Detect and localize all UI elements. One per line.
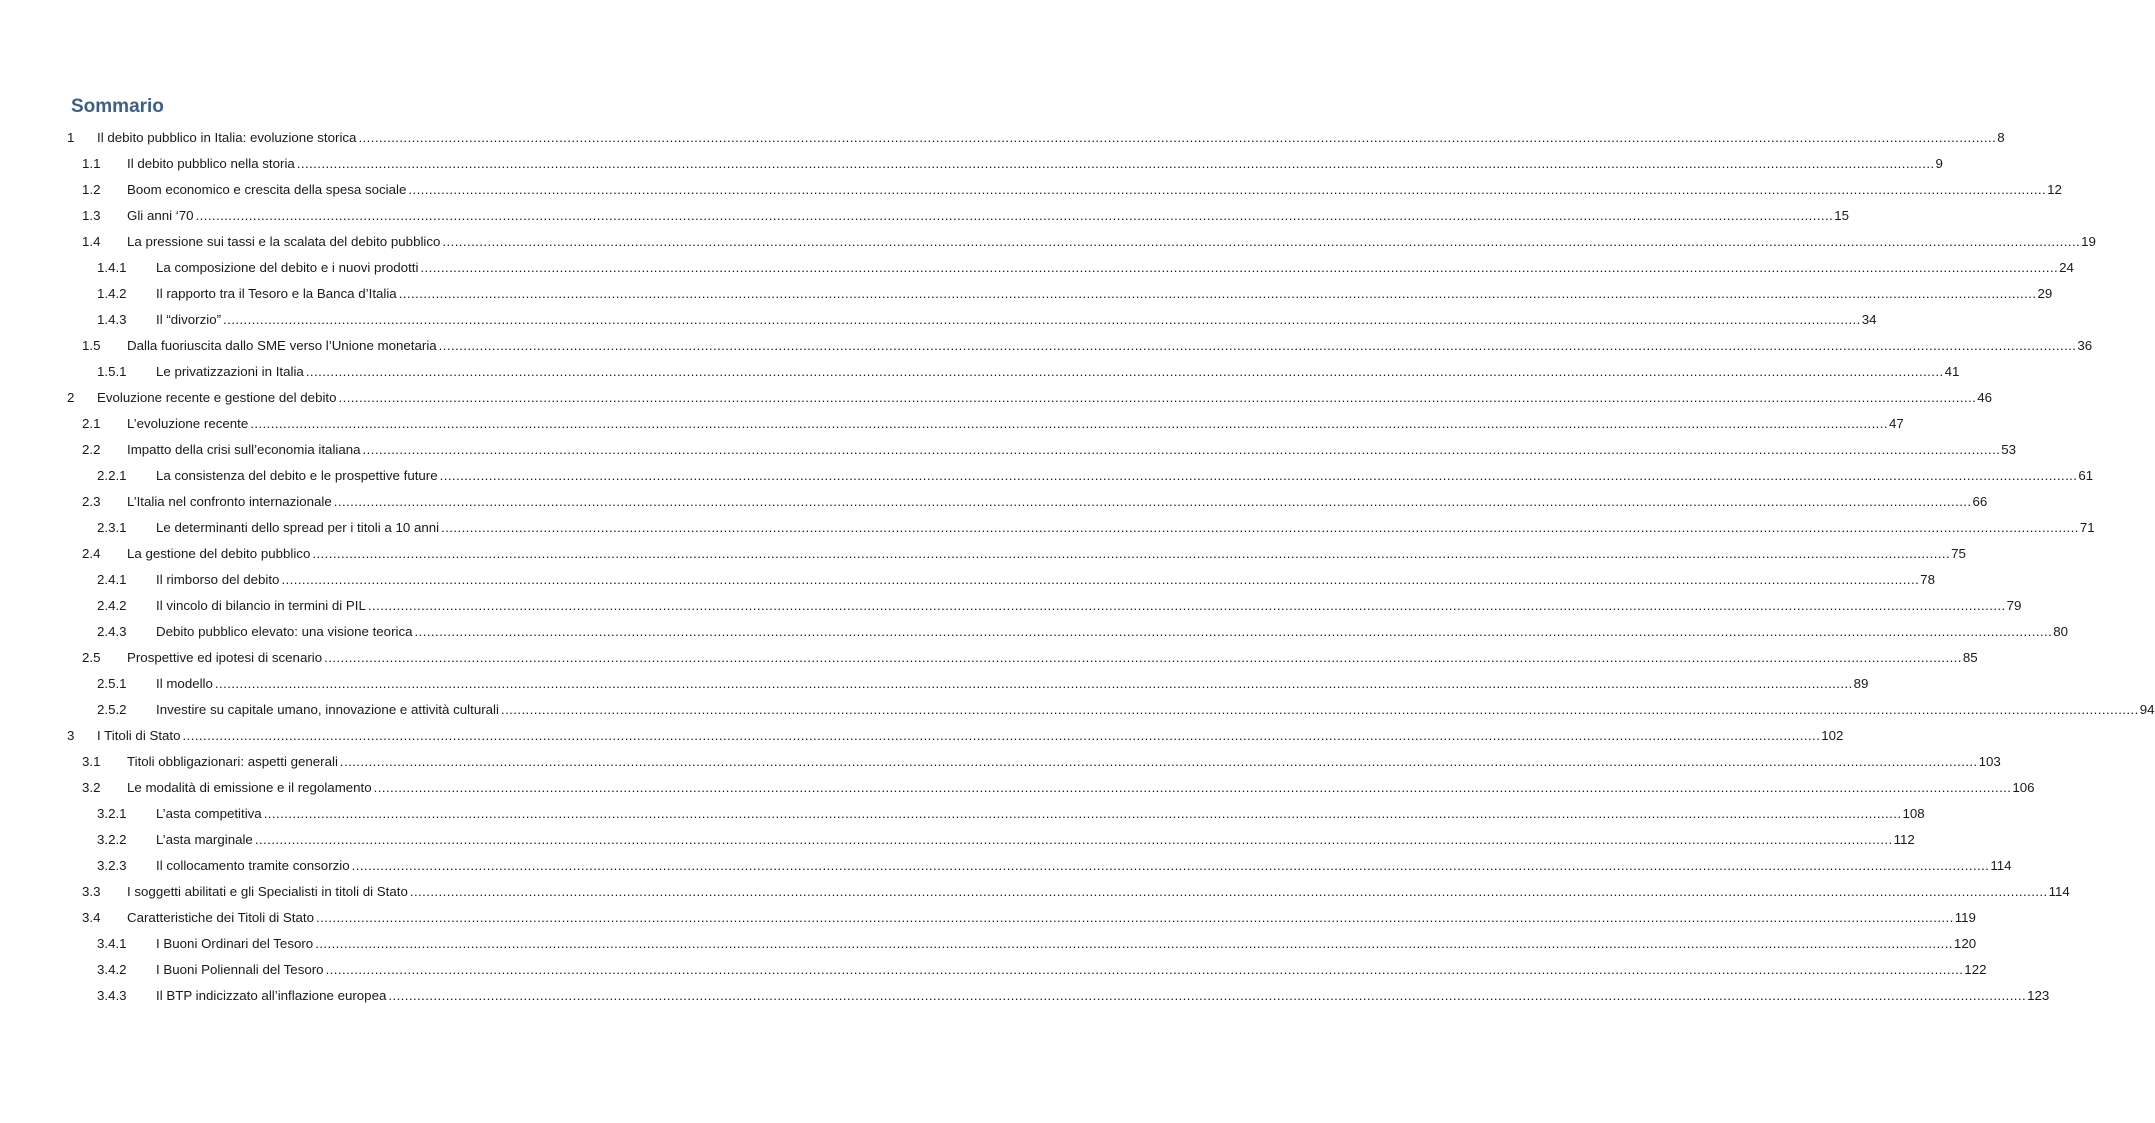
toc-entry-number: 1: [67, 130, 75, 145]
toc-entry-line: [156, 567, 1935, 593]
toc-entry-number: 1.4.3: [97, 312, 127, 327]
toc-entry-line: [127, 177, 2062, 203]
toc-entry-title[interactable]: Debito pubblico elevato: una visione teorica: [156, 624, 413, 639]
toc-entry-number: 3.2.3: [97, 858, 127, 873]
toc-entry-title[interactable]: I soggetti abilitati e gli Specialisti in titoli di Stato: [127, 884, 408, 899]
dot-leader: ................................................................................................................................................................................................................................................................................................................................................................................................................: [315, 936, 1953, 951]
toc-entry-line: [156, 619, 2069, 645]
toc-entry-page-number[interactable]: 106: [2012, 780, 2035, 795]
toc-entry-line: [156, 255, 2074, 281]
toc-entry-page-number[interactable]: 103: [1978, 754, 2001, 769]
toc-entry-title[interactable]: I Titoli di Stato: [97, 728, 181, 743]
toc-entry-3-4-3[interactable]: [0, 983, 2050, 1009]
toc-entry-line: [156, 931, 1977, 957]
toc-entry-number: 1.3: [82, 208, 101, 223]
toc-entry-line: [97, 125, 2005, 151]
toc-entry-number: 1.5.1: [97, 364, 127, 379]
toc-entry-page-number[interactable]: 114: [2048, 884, 2070, 899]
toc-entry-number: 2.2: [82, 442, 101, 457]
toc-entry-page-number[interactable]: 85: [1962, 650, 1978, 665]
toc-entry-page-number[interactable]: 122: [1964, 962, 1987, 977]
toc-entry-title[interactable]: Il “divorzio”: [156, 312, 222, 327]
toc-entry-3[interactable]: [0, 723, 1844, 749]
dot-leader: ................................................................................................................................................................................................................................................................................................................................................................................................................: [367, 598, 2006, 613]
toc-entry-title[interactable]: Prospettive ed ipotesi di scenario: [127, 650, 323, 665]
toc-entry-number: 2.4.2: [97, 598, 127, 613]
toc-entry-title[interactable]: L’evoluzione recente: [127, 416, 249, 431]
toc-entry-line: [156, 671, 1869, 697]
toc-entry-1-4-2[interactable]: [0, 281, 2053, 307]
toc-entry-line: [127, 411, 1904, 437]
toc-entry-page-number[interactable]: 41: [1944, 364, 1960, 379]
toc-entry-number: 1.4.1: [97, 260, 127, 275]
toc-entry-title[interactable]: L’Italia nel confronto internazionale: [127, 494, 332, 509]
toc-entry-line: [127, 203, 1850, 229]
toc-entry-1[interactable]: [0, 125, 2005, 151]
dot-leader: ................................................................................................................................................................................................................................................................................................................................................................................................................: [281, 572, 1920, 587]
toc-entry-1-4-1[interactable]: [0, 255, 2074, 281]
toc-entry-title[interactable]: Le privatizzazioni in Italia: [156, 364, 304, 379]
toc-entry-title[interactable]: Evoluzione recente e gestione del debito: [97, 390, 337, 405]
dot-leader: ................................................................................................................................................................................................................................................................................................................................................................................................................: [362, 442, 2001, 457]
toc-entry-page-number[interactable]: 80: [2053, 624, 2069, 639]
toc-entry-line: [127, 775, 2035, 801]
toc-entry-title[interactable]: La composizione del debito e i nuovi prodotti: [156, 260, 419, 275]
toc-entry-number: 3.3: [82, 884, 101, 899]
toc-entry-title[interactable]: Le determinanti dello spread per i titoli a 10 anni: [156, 520, 440, 535]
toc-entry-page-number[interactable]: 19: [2081, 234, 2096, 249]
toc-entry-page-number[interactable]: 9: [1935, 156, 1943, 171]
dot-leader: ................................................................................................................................................................................................................................................................................................................................................................................................................: [182, 728, 1821, 743]
toc-entry-3-1[interactable]: [0, 749, 2001, 775]
toc-entry-title[interactable]: Le modalità di emissione e il regolamento: [127, 780, 372, 795]
toc-entry-line: [156, 983, 2050, 1009]
toc-entry-3-4-1[interactable]: [0, 931, 1977, 957]
dot-leader: ................................................................................................................................................................................................................................................................................................................................................................................................................: [250, 416, 1888, 431]
toc-entry-number: 2.4: [82, 546, 101, 561]
toc-entry-number: 2: [67, 390, 75, 405]
toc-entry-page-number[interactable]: 24: [2059, 260, 2074, 275]
toc-entry-number: 1.5: [82, 338, 101, 353]
toc-entry-title[interactable]: Dalla fuoriuscita dallo SME verso l’Unione monetaria: [127, 338, 437, 353]
dot-leader: ................................................................................................................................................................................................................................................................................................................................................................................................................: [324, 650, 1962, 665]
toc-entry-title[interactable]: Il debito pubblico nella storia: [127, 156, 295, 171]
toc-entry-page-number[interactable]: 94: [2139, 702, 2155, 717]
toc-entry-2-2[interactable]: [0, 437, 2017, 463]
toc-entry-line: [156, 697, 2155, 723]
toc-entry-number: 2.4.1: [97, 572, 127, 587]
toc-entry-1-4[interactable]: [0, 229, 2096, 255]
dot-leader: ................................................................................................................................................................................................................................................................................................................................................................................................................: [438, 338, 2077, 353]
toc-entry-line: [156, 463, 2094, 489]
toc-entry-title[interactable]: Il modello: [156, 676, 213, 691]
toc-entry-page-number[interactable]: 75: [1951, 546, 1966, 561]
toc-entry-line: [97, 723, 1844, 749]
toc-entry-title[interactable]: L’asta competitiva: [156, 806, 262, 821]
dot-leader: ................................................................................................................................................................................................................................................................................................................................................................................................................: [442, 234, 2081, 249]
toc-entry-number: 3.2.1: [97, 806, 127, 821]
toc-entry-number: 2.3.1: [97, 520, 127, 535]
toc-entry-title[interactable]: Titoli obbligazionari: aspetti generali: [127, 754, 338, 769]
toc-entry-3-3[interactable]: [0, 879, 2070, 905]
toc-entry-1-4-3[interactable]: [0, 307, 1877, 333]
toc-entry-line: [127, 879, 2070, 905]
toc-entry-number: 2.2.1: [97, 468, 127, 483]
toc-entry-page-number[interactable]: 102: [1821, 728, 1844, 743]
toc-entry-page-number[interactable]: 78: [1920, 572, 1935, 587]
toc-entry-page-number[interactable]: 79: [2006, 598, 2022, 613]
toc-entry-title[interactable]: Il debito pubblico in Italia: evoluzione storica: [97, 130, 357, 145]
toc-list: [0, 125, 2155, 1009]
toc-entry-number: 1.1: [82, 156, 101, 171]
toc-entry-3-4[interactable]: [0, 905, 1976, 931]
toc-entry-page-number[interactable]: 120: [1953, 936, 1977, 951]
toc-entry-line: [127, 437, 2017, 463]
toc-entry-line: [127, 229, 2096, 255]
dot-leader: ................................................................................................................................................................................................................................................................................................................................................................................................................: [500, 702, 2139, 717]
toc-entry-number: 3.2.2: [97, 832, 127, 847]
toc-entry-title[interactable]: Il vincolo di bilancio in termini di PIL: [156, 598, 366, 613]
toc-entry-number: 1.2: [82, 182, 101, 197]
dot-leader: ................................................................................................................................................................................................................................................................................................................................................................................................................: [351, 858, 1990, 873]
dot-leader: ................................................................................................................................................................................................................................................................................................................................................................................................................: [420, 260, 2059, 275]
dot-leader: ................................................................................................................................................................................................................................................................................................................................................................................................................: [214, 676, 1853, 691]
toc-entry-2-5-2[interactable]: [0, 697, 2155, 723]
toc-entry-title[interactable]: La pressione sui tassi e la scalata del debito pubblico: [127, 234, 441, 249]
toc-entry-page-number[interactable]: 15: [1834, 208, 1850, 223]
toc-entry-number: 2.4.3: [97, 624, 127, 639]
toc-entry-2-4[interactable]: [0, 541, 1966, 567]
toc-entry-2-4-1[interactable]: [0, 567, 1935, 593]
toc-entry-number: 2.1: [82, 416, 101, 431]
toc-entry-page-number[interactable]: 8: [1997, 130, 2005, 145]
toc-entry-page-number[interactable]: 119: [1954, 910, 1976, 925]
toc-heading: Sommario: [71, 96, 164, 117]
dot-leader: ................................................................................................................................................................................................................................................................................................................................................................................................................: [325, 962, 1964, 977]
toc-entry-line: [156, 281, 2053, 307]
toc-entry-line: [127, 905, 1976, 931]
toc-entry-2-2-1[interactable]: [0, 463, 2094, 489]
toc-entry-line: [156, 359, 1960, 385]
toc-entry-page-number[interactable]: 36: [2077, 338, 2093, 353]
dot-leader: ................................................................................................................................................................................................................................................................................................................................................................................................................: [339, 754, 1978, 769]
dot-leader: ................................................................................................................................................................................................................................................................................................................................................................................................................: [439, 468, 2078, 483]
toc-entry-page-number[interactable]: 108: [1902, 806, 1925, 821]
dot-leader: ................................................................................................................................................................................................................................................................................................................................................................................................................: [223, 312, 1861, 327]
toc-entry-page-number[interactable]: 112: [1893, 832, 1915, 847]
toc-entry-page-number[interactable]: 61: [2078, 468, 2094, 483]
dot-leader: ................................................................................................................................................................................................................................................................................................................................................................................................................: [388, 988, 2027, 1003]
toc-entry-line: [156, 801, 1925, 827]
dot-leader: ................................................................................................................................................................................................................................................................................................................................................................................................................: [398, 286, 2037, 301]
toc-entry-title[interactable]: Il rapporto tra il Tesoro e la Banca d’Italia: [156, 286, 397, 301]
toc-entry-line: [156, 307, 1877, 333]
dot-leader: ................................................................................................................................................................................................................................................................................................................................................................................................................: [441, 520, 2079, 535]
toc-entry-number: 3.1: [82, 754, 101, 769]
toc-entry-title[interactable]: La consistenza del debito e le prospettive future: [156, 468, 438, 483]
toc-entry-line: [156, 827, 1915, 853]
toc-entry-page-number[interactable]: 53: [2001, 442, 2017, 457]
toc-entry-3-4-2[interactable]: [0, 957, 1987, 983]
toc-entry-number: 2.5.1: [97, 676, 127, 691]
toc-entry-page-number[interactable]: 114: [1990, 858, 2012, 873]
toc-entry-line: [156, 593, 2022, 619]
toc-entry-2[interactable]: [0, 385, 1993, 411]
toc-entry-line: [127, 541, 1966, 567]
toc-entry-line: [156, 515, 2095, 541]
toc-entry-page-number[interactable]: 89: [1853, 676, 1869, 691]
dot-leader: ................................................................................................................................................................................................................................................................................................................................................................................................................: [296, 156, 1935, 171]
toc-entry-number: 1.4.2: [97, 286, 127, 301]
dot-leader: ................................................................................................................................................................................................................................................................................................................................................................................................................: [358, 130, 1997, 145]
dot-leader: ................................................................................................................................................................................................................................................................................................................................................................................................................: [338, 390, 1977, 405]
toc-entry-title[interactable]: Gli anni ‘70: [127, 208, 194, 223]
toc-entry-2-3[interactable]: [0, 489, 1988, 515]
toc-entry-page-number[interactable]: 29: [2037, 286, 2053, 301]
dot-leader: ................................................................................................................................................................................................................................................................................................................................................................................................................: [408, 182, 2047, 197]
dot-leader: ................................................................................................................................................................................................................................................................................................................................................................................................................: [373, 780, 2012, 795]
toc-entry-number: 2.5.2: [97, 702, 127, 717]
dot-leader: ................................................................................................................................................................................................................................................................................................................................................................................................................: [254, 832, 1893, 847]
toc-entry-title[interactable]: I Buoni Ordinari del Tesoro: [156, 936, 314, 951]
toc-entry-title[interactable]: La gestione del debito pubblico: [127, 546, 311, 561]
toc-entry-title[interactable]: I Buoni Poliennali del Tesoro: [156, 962, 324, 977]
toc-entry-page-number[interactable]: 47: [1888, 416, 1904, 431]
toc-entry-page-number[interactable]: 71: [2079, 520, 2095, 535]
toc-entry-1-5-1[interactable]: [0, 359, 1960, 385]
toc-entry-line: [156, 957, 1987, 983]
toc-entry-line: [127, 749, 2001, 775]
toc-entry-page-number[interactable]: 12: [2047, 182, 2062, 197]
toc-entry-3-2-3[interactable]: [0, 853, 2012, 879]
toc-entry-2-1[interactable]: [0, 411, 1904, 437]
toc-entry-1-2[interactable]: [0, 177, 2062, 203]
toc-entry-line: [127, 645, 1978, 671]
toc-entry-3-2[interactable]: [0, 775, 2035, 801]
toc-entry-number: 3.2: [82, 780, 101, 795]
toc-entry-line: [127, 151, 1943, 177]
toc-entry-2-4-3[interactable]: [0, 619, 2069, 645]
dot-leader: ................................................................................................................................................................................................................................................................................................................................................................................................................: [315, 910, 1954, 925]
dot-leader: ................................................................................................................................................................................................................................................................................................................................................................................................................: [409, 884, 2048, 899]
dot-leader: ................................................................................................................................................................................................................................................................................................................................................................................................................: [333, 494, 1972, 509]
toc-entry-title[interactable]: Boom economico e crescita della spesa sociale: [127, 182, 407, 197]
toc-entry-line: [127, 333, 2093, 359]
toc-entry-page-number[interactable]: 34: [1861, 312, 1877, 327]
toc-entry-page-number[interactable]: 123: [2027, 988, 2050, 1003]
toc-entry-2-4-2[interactable]: [0, 593, 2022, 619]
toc-entry-page-number[interactable]: 46: [1977, 390, 1993, 405]
toc-entry-page-number[interactable]: 66: [1972, 494, 1988, 509]
dot-leader: ................................................................................................................................................................................................................................................................................................................................................................................................................: [263, 806, 1902, 821]
toc-entry-number: 3.4.2: [97, 962, 127, 977]
toc-entry-2-5[interactable]: [0, 645, 1978, 671]
toc-entry-line: [156, 853, 2012, 879]
toc-entry-title[interactable]: Caratteristiche dei Titoli di Stato: [127, 910, 314, 925]
toc-entry-2-3-1[interactable]: [0, 515, 2095, 541]
dot-leader: ................................................................................................................................................................................................................................................................................................................................................................................................................: [305, 364, 1944, 379]
toc-entry-number: 2.3: [82, 494, 101, 509]
toc-entry-title[interactable]: L’asta marginale: [156, 832, 253, 847]
toc-entry-title[interactable]: Investire su capitale umano, innovazione e attività culturali: [156, 702, 499, 717]
toc-entry-3-2-2[interactable]: [0, 827, 1915, 853]
toc-entry-number: 2.5: [82, 650, 101, 665]
dot-leader: ................................................................................................................................................................................................................................................................................................................................................................................................................: [195, 208, 1834, 223]
toc-entry-number: 3: [67, 728, 75, 743]
toc-entry-number: 1.4: [82, 234, 101, 249]
dot-leader: ................................................................................................................................................................................................................................................................................................................................................................................................................: [414, 624, 2053, 639]
toc-entry-title[interactable]: Il collocamento tramite consorzio: [156, 858, 350, 873]
toc-entry-1-1[interactable]: [0, 151, 1943, 177]
toc-entry-2-5-1[interactable]: [0, 671, 1869, 697]
toc-entry-1-5[interactable]: [0, 333, 2093, 359]
dot-leader: ................................................................................................................................................................................................................................................................................................................................................................................................................: [312, 546, 1951, 561]
toc-entry-title[interactable]: Impatto della crisi sull’economia italiana: [127, 442, 361, 457]
toc-entry-number: 3.4.1: [97, 936, 127, 951]
toc-entry-number: 3.4: [82, 910, 101, 925]
toc-entry-number: 3.4.3: [97, 988, 127, 1003]
toc-entry-1-3[interactable]: [0, 203, 1850, 229]
toc-entry-title[interactable]: Il BTP indicizzato all’inflazione europea: [156, 988, 387, 1003]
toc-entry-3-2-1[interactable]: [0, 801, 1925, 827]
toc-entry-line: [97, 385, 1993, 411]
toc-entry-line: [127, 489, 1988, 515]
toc-entry-title[interactable]: Il rimborso del debito: [156, 572, 280, 587]
